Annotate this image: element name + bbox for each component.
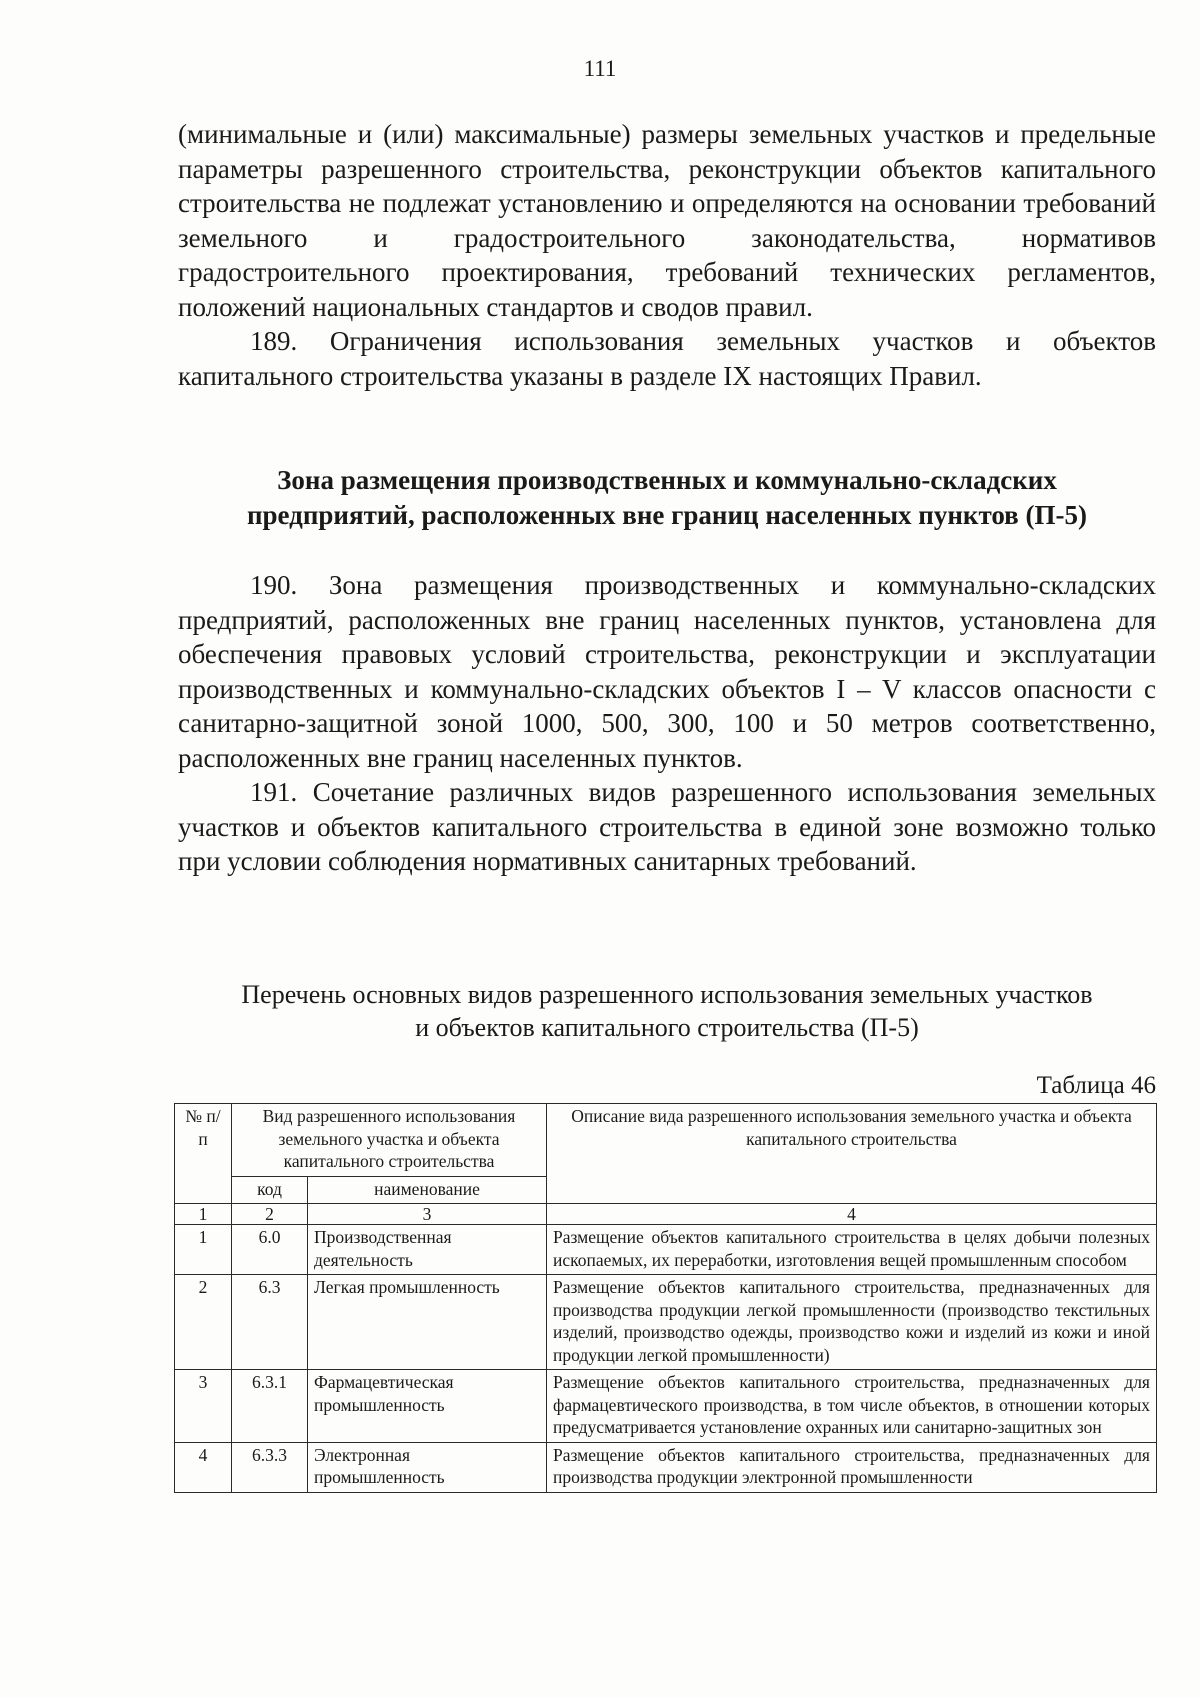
table-row: [175, 1225, 1157, 1275]
row-name: Легкая промышленность: [308, 1275, 547, 1370]
row-num: 3: [175, 1370, 232, 1443]
permitted-use-table: [174, 1103, 1157, 1493]
intro-text: [178, 117, 1156, 393]
list-heading-line-2: и объектов капитального строительства (П-5): [415, 1013, 919, 1042]
column-number: 4: [547, 1204, 1157, 1225]
table-header-row: [175, 1104, 1157, 1177]
row-name: Фармацевтическая промышленность: [308, 1370, 547, 1443]
row-description: Размещение объектов капитального строительства, предназначенных для фармацевтического производства, в том числе объектов, в отношении которых предусматривается установление охранных или санитарно-защитных зон: [547, 1370, 1157, 1443]
paragraph-191: 191. Сочетание различных видов разрешенного использования земельных участков и объектов капитального строительства в единой зоне возможно только при условии соблюдения нормативных санитарных требований.: [178, 777, 1156, 876]
row-description: Размещение объектов капитального строительства, предназначенных для производства продукции легкой промышленности (производство текстильных изделий, производство одежды, производство кожи и изделий из кожи и иной продукции легкой промышленности): [547, 1275, 1157, 1370]
header-description: Описание вида разрешенного использования земельного участка и объекта капитального строительства: [547, 1104, 1157, 1204]
page-number: 111: [583, 56, 617, 81]
zone-heading-line-1: Зона размещения производственных и коммунально-складских: [277, 465, 1057, 495]
section-text: [178, 568, 1156, 879]
header-use-type: Вид разрешенного использования земельного участка и объекта капитального строительства: [232, 1104, 547, 1177]
row-num: 1: [175, 1225, 232, 1275]
paragraph-189: 189. Ограничения использования земельных участков и объектов капитального строительства указаны в разделе IX настоящих Правил.: [178, 326, 1156, 391]
row-num: 4: [175, 1442, 232, 1492]
header-num: № п/п: [175, 1104, 232, 1204]
row-code: 6.3: [232, 1275, 308, 1370]
column-number: 2: [232, 1204, 308, 1225]
table-label: Таблица 46: [1036, 1072, 1156, 1099]
row-code: 6.3.1: [232, 1370, 308, 1443]
column-number: 3: [308, 1204, 547, 1225]
table-row: [175, 1275, 1157, 1370]
row-num: 2: [175, 1275, 232, 1370]
column-number: 1: [175, 1204, 232, 1225]
list-heading-line-1: Перечень основных видов разрешенного использования земельных участков: [241, 980, 1093, 1009]
list-heading: [178, 978, 1156, 1044]
paragraph-190: 190. Зона размещения производственных и коммунально-складских предприятий, расположенных вне границ населенных пунктов, установлена для обеспечения правовых условий строительства, реконструкции и эксплуатации производственных и коммунально-складских объектов I – V классов опасности с санитарно-защитной зоной 1000, 500, 300, 100 и 50 метров соответственно, расположенных вне границ населенных пунктов.: [178, 570, 1156, 773]
table-row: [175, 1370, 1157, 1443]
row-name: Производственная деятельность: [308, 1225, 547, 1275]
zone-heading: [178, 463, 1156, 533]
row-name: Электронная промышленность: [308, 1442, 547, 1492]
row-code: 6.3.3: [232, 1442, 308, 1492]
zone-heading-line-2: предприятий, расположенных вне границ населенных пунктов (П-5): [246, 500, 1087, 530]
table-row: [175, 1442, 1157, 1492]
header-name: наименование: [308, 1176, 547, 1204]
header-code: код: [232, 1176, 308, 1204]
row-code: 6.0: [232, 1225, 308, 1275]
row-description: Размещение объектов капитального строительства, предназначенных для производства продукции электронной промышленности: [547, 1442, 1157, 1492]
intro-paragraph: (минимальные и (или) максимальные) размеры земельных участков и предельные параметры разрешенного строительства, реконструкции объектов капитального строительства не подлежат установлению и определяются на основании требований земельного и градостроительного законодательства, нормативов градостроительного проектирования, требований технических регламентов, положений национальных стандартов и сводов правил.: [178, 119, 1156, 322]
column-numbers-row: [175, 1204, 1157, 1225]
row-description: Размещение объектов капитального строительства в целях добычи полезных ископаемых, их переработки, изготовления вещей промышленным способом: [547, 1225, 1157, 1275]
